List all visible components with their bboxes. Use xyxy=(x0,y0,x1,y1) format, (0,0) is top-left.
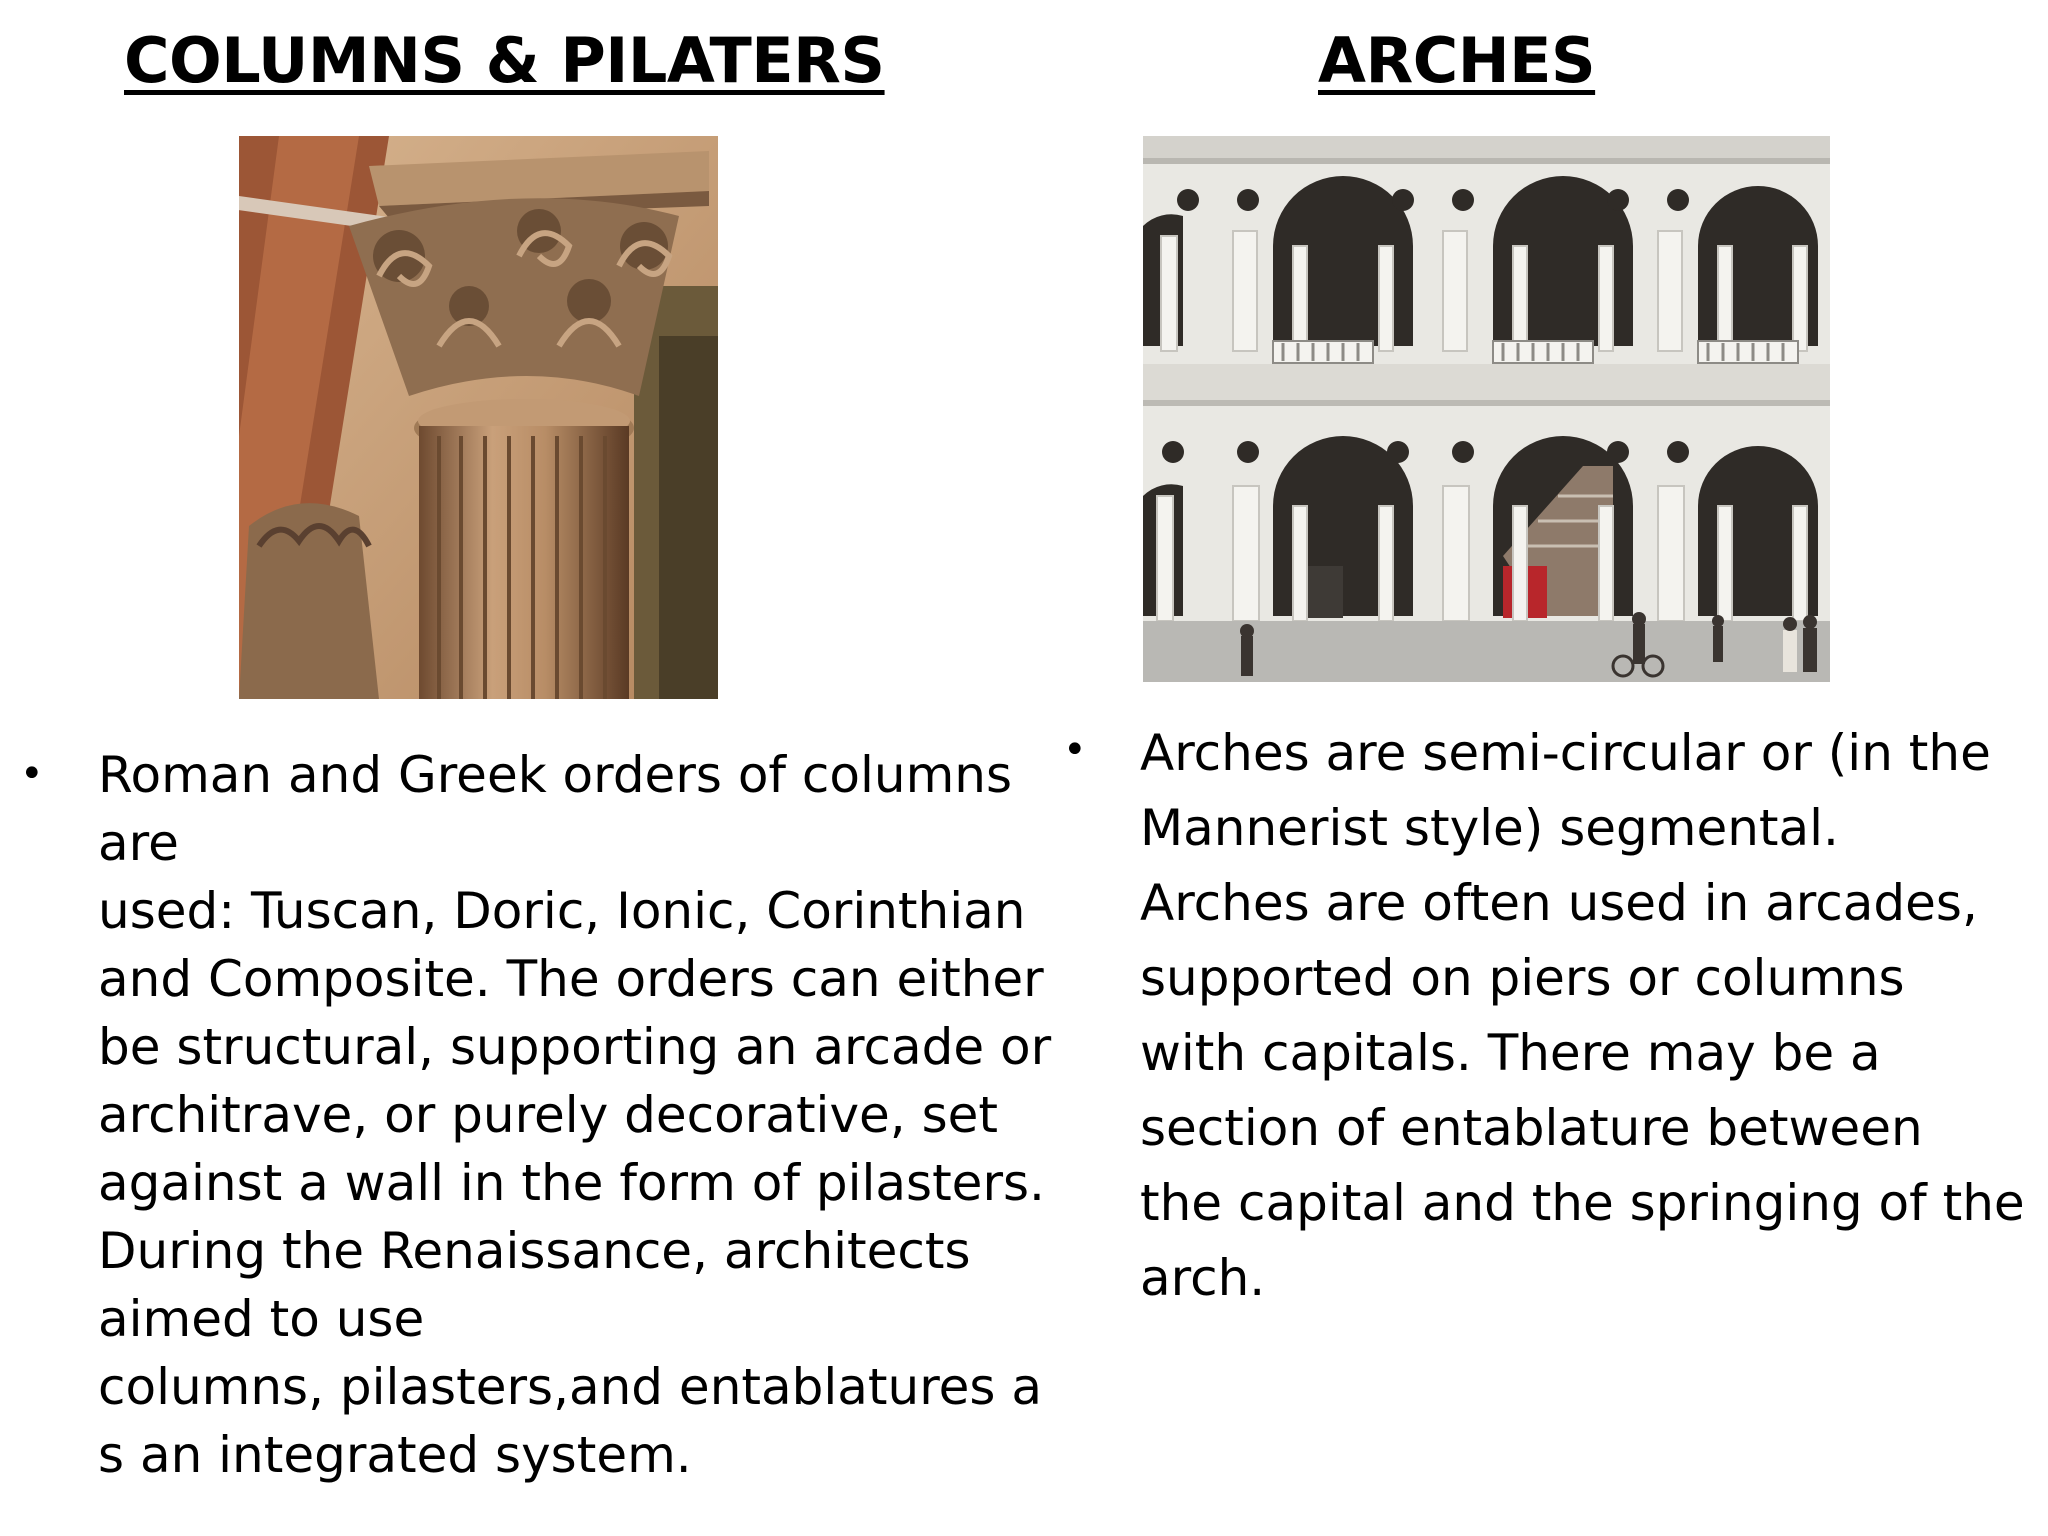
arches-description xyxy=(1140,716,2040,1316)
arcade-facade-image xyxy=(1143,136,1830,682)
columns-line-9: aimed to use xyxy=(98,1290,425,1348)
columns-line-10: columns, pilasters,and entablatures a xyxy=(98,1358,1042,1416)
columns-line-6: architrave, or purely decorative, set xyxy=(98,1086,998,1144)
arcade-facade-illustration xyxy=(1143,136,1830,682)
columns-line-11: s an integrated system. xyxy=(98,1426,692,1484)
right-bullet-glyph: • xyxy=(1063,727,1087,773)
columns-heading: COLUMNS & PILATERS xyxy=(124,24,885,97)
columns-line-3: used: Tuscan, Doric, Ionic, Corinthian xyxy=(98,882,1026,940)
columns-line-7: against a wall in the form of pilasters. xyxy=(98,1154,1045,1212)
columns-line-4: and Composite. The orders can either xyxy=(98,950,1044,1008)
arches-line-4: supported on piers or columns xyxy=(1140,949,1905,1007)
columns-line-8: During the Renaissance, architects xyxy=(98,1222,971,1280)
arches-heading: ARCHES xyxy=(1318,24,1596,97)
columns-line-5: be structural, supporting an arcade or xyxy=(98,1018,1052,1076)
arches-line-5: with capitals. There may be a xyxy=(1140,1024,1881,1082)
columns-line-2: are xyxy=(98,814,179,872)
column-capital-image xyxy=(239,136,718,699)
arches-line-2: Mannerist style) segmental. xyxy=(1140,799,1839,857)
columns-description xyxy=(98,741,1078,1489)
arches-line-8: arch. xyxy=(1140,1249,1266,1307)
arches-line-1: Arches are semi-circular or (in the xyxy=(1140,724,1991,782)
arches-line-7: the capital and the springing of the xyxy=(1140,1174,2025,1232)
arches-line-3: Arches are often used in arcades, xyxy=(1140,874,1978,932)
arches-line-6: section of entablature between xyxy=(1140,1099,1923,1157)
left-bullet-glyph: • xyxy=(20,751,44,797)
column-capital-illustration xyxy=(239,136,718,699)
columns-line-1: Roman and Greek orders of columns xyxy=(98,746,1013,804)
